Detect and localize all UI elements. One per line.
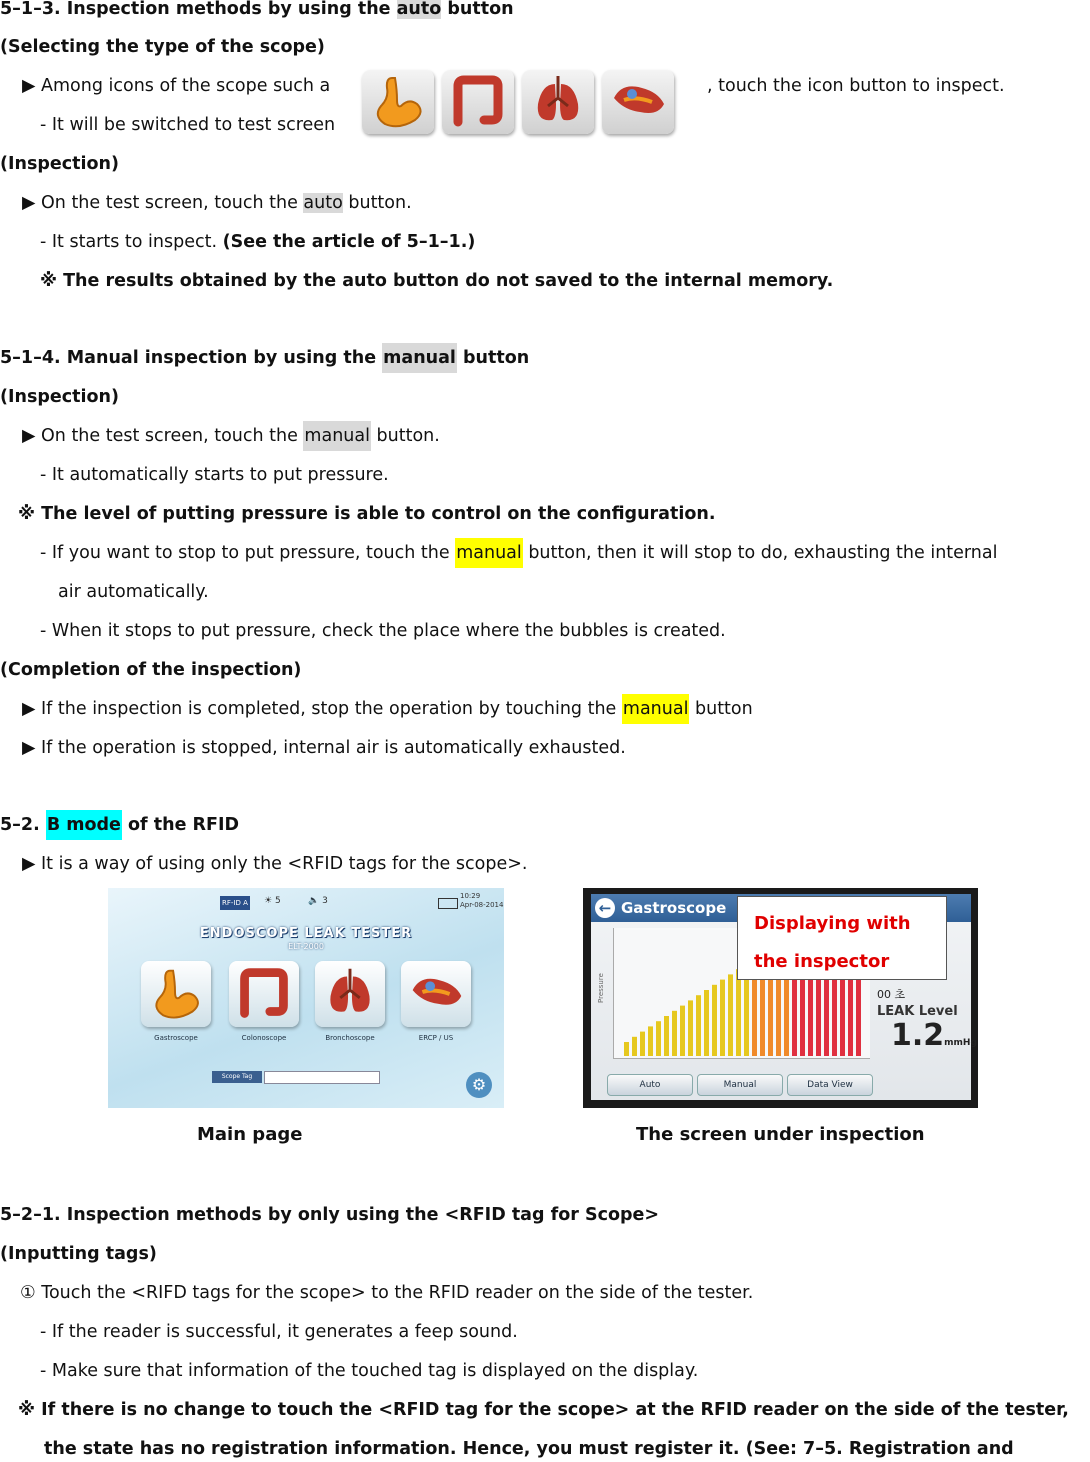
pressure-bar — [656, 1021, 661, 1056]
inspector-callout: Displaying with the inspector — [737, 896, 947, 980]
pressure-bar — [672, 1011, 677, 1056]
pressure-bar — [728, 974, 733, 1056]
inspection-title: Gastroscope — [621, 899, 727, 917]
stop-pressure-cont: air automatically. — [58, 582, 209, 602]
pressure-bar — [640, 1032, 645, 1056]
air-exhausted: ▶ If the operation is stopped, internal air is automatically exhausted. — [22, 738, 626, 758]
subheading-inspection: (Inspection) — [0, 154, 119, 174]
note-no-registration: ※ If there is no change to touch the <RFID tag for the scope> at the RFID reader on the side of the tester, — [18, 1400, 1069, 1420]
battery-icon — [438, 898, 458, 909]
rfid-badge: RF-ID A — [220, 896, 250, 910]
scope-tag-field[interactable] — [264, 1071, 380, 1084]
scope-label: ERCP / US — [418, 1034, 454, 1042]
switch-to-test-screen: - It will be switched to test screen — [40, 115, 336, 135]
leak-level-value: 1.2mmHg — [891, 1018, 977, 1053]
section-heading-5-1-4: 5–1–4. Manual inspection by using the manual button — [0, 345, 529, 371]
auto-keyword: auto — [396, 0, 442, 19]
main-page-screenshot — [108, 888, 504, 1108]
auto-button[interactable]: Auto — [607, 1074, 693, 1096]
colon-icon[interactable] — [442, 70, 514, 134]
pressure-bar — [680, 1006, 685, 1056]
manual-keyword: manual — [382, 343, 457, 373]
manual-keyword: manual — [455, 538, 523, 568]
pressure-bar — [648, 1026, 653, 1056]
pressure-bar — [664, 1016, 669, 1056]
instruction-touch-manual: ▶ On the test screen, touch the manual button. — [22, 423, 440, 449]
rfid-b-mode-desc: ▶ It is a way of using only the <RFID tags for the scope>. — [22, 854, 528, 874]
check-tag-info: - Make sure that information of the touched tag is displayed on the display. — [40, 1361, 699, 1381]
manual-keyword: manual — [303, 421, 371, 451]
b-mode-keyword: B mode — [46, 810, 122, 840]
starts-to-inspect: - It starts to inspect. (See the article of 5–1–1.) — [40, 232, 476, 252]
instruction-touch-auto: ▶ On the test screen, touch the auto button. — [22, 193, 412, 213]
note-auto-not-saved: ※ The results obtained by the auto button do not saved to the internal memory. — [40, 271, 834, 291]
scope-label: Colonoscope — [241, 1034, 287, 1042]
pressure-bar — [712, 985, 717, 1056]
check-bubbles: - When it stops to put pressure, check the place where the bubbles is created. — [40, 621, 726, 641]
instruction-select-icon: ▶ Among icons of the scope such a — [22, 76, 331, 96]
lungs-icon[interactable] — [522, 70, 594, 134]
subheading-inspection: (Inspection) — [0, 387, 119, 407]
scope-tag-label: Scope Tag — [212, 1071, 262, 1083]
leak-level-label: LEAK Level — [877, 1004, 958, 1019]
section-heading-5-1-3: 5–1–3. Inspection methods by using the auto button — [0, 0, 514, 19]
auto-pressure: - It automatically starts to put pressure. — [40, 465, 389, 485]
scope-label: Gastroscope — [154, 1034, 198, 1042]
stop-pressure: - If you want to stop to put pressure, touch the manual button, then it will stop to do, exhausting the internal — [40, 540, 997, 566]
section-heading-5-2-1: 5–2–1. Inspection methods by only using the <RFID tag for Scope> — [0, 1205, 660, 1225]
section-heading-5-2: 5–2. B mode of the RFID — [0, 812, 239, 838]
pancreas-icon[interactable] — [602, 70, 674, 134]
scope-icon-strip — [362, 70, 680, 136]
volume-indicator: 🔈 3 — [308, 896, 328, 906]
y-axis-label: Pressure — [597, 973, 605, 1003]
pressure-bar — [736, 969, 741, 1056]
bronchoscope-button[interactable] — [315, 961, 385, 1027]
scope-label: Bronchoscope — [325, 1034, 375, 1042]
auto-keyword: auto — [303, 193, 343, 213]
gear-icon[interactable]: ⚙ — [466, 1072, 492, 1098]
note-pressure-config: ※ The level of putting pressure is able to control on the configuration. — [18, 504, 716, 524]
brightness-indicator: ☀ 5 — [264, 896, 281, 906]
elapsed-seconds: 00 초 — [877, 988, 906, 1001]
pressure-bar — [704, 990, 709, 1056]
manual-button[interactable]: Manual — [697, 1074, 783, 1096]
subheading-selecting-scope: (Selecting the type of the scope) — [0, 37, 325, 57]
subheading-completion: (Completion of the inspection) — [0, 660, 302, 680]
caption-inspection-screen: The screen under inspection — [636, 1124, 925, 1145]
stop-operation: ▶ If the inspection is completed, stop the operation by touching the manual button — [22, 696, 753, 722]
gastroscope-button[interactable] — [141, 961, 211, 1027]
subheading-inputting-tags: (Inputting tags) — [0, 1244, 157, 1264]
note-no-registration-cont: the state has no registration information. Hence, you must register it. (See: 7–5. Registration and — [44, 1439, 1014, 1459]
stomach-icon[interactable] — [362, 70, 434, 134]
pressure-bar — [624, 1042, 629, 1056]
colonoscope-button[interactable] — [229, 961, 299, 1027]
feep-sound: - If the reader is successful, it generates a feep sound. — [40, 1322, 518, 1342]
pressure-bar — [632, 1037, 637, 1056]
touch-rfid-tag: ① Touch the <RIFD tags for the scope> to the RFID reader on the side of the tester. — [20, 1283, 754, 1303]
app-title: ENDOSCOPE LEAK TESTER — [199, 926, 413, 941]
clock: 10:29 Apr-08-2014 — [460, 892, 504, 909]
instruction-select-icon-end: , touch the icon button to inspect. — [707, 76, 1005, 96]
pressure-bar — [688, 1000, 693, 1056]
data-view-button[interactable]: Data View — [787, 1074, 873, 1096]
pressure-bar — [720, 980, 725, 1056]
ercp-button[interactable] — [401, 961, 471, 1027]
caption-main-page: Main page — [197, 1124, 303, 1145]
back-arrow-icon[interactable]: ← — [595, 898, 615, 918]
model-name: ELT-2000 — [288, 942, 324, 951]
manual-keyword: manual — [622, 694, 690, 724]
pressure-bar — [696, 995, 701, 1056]
